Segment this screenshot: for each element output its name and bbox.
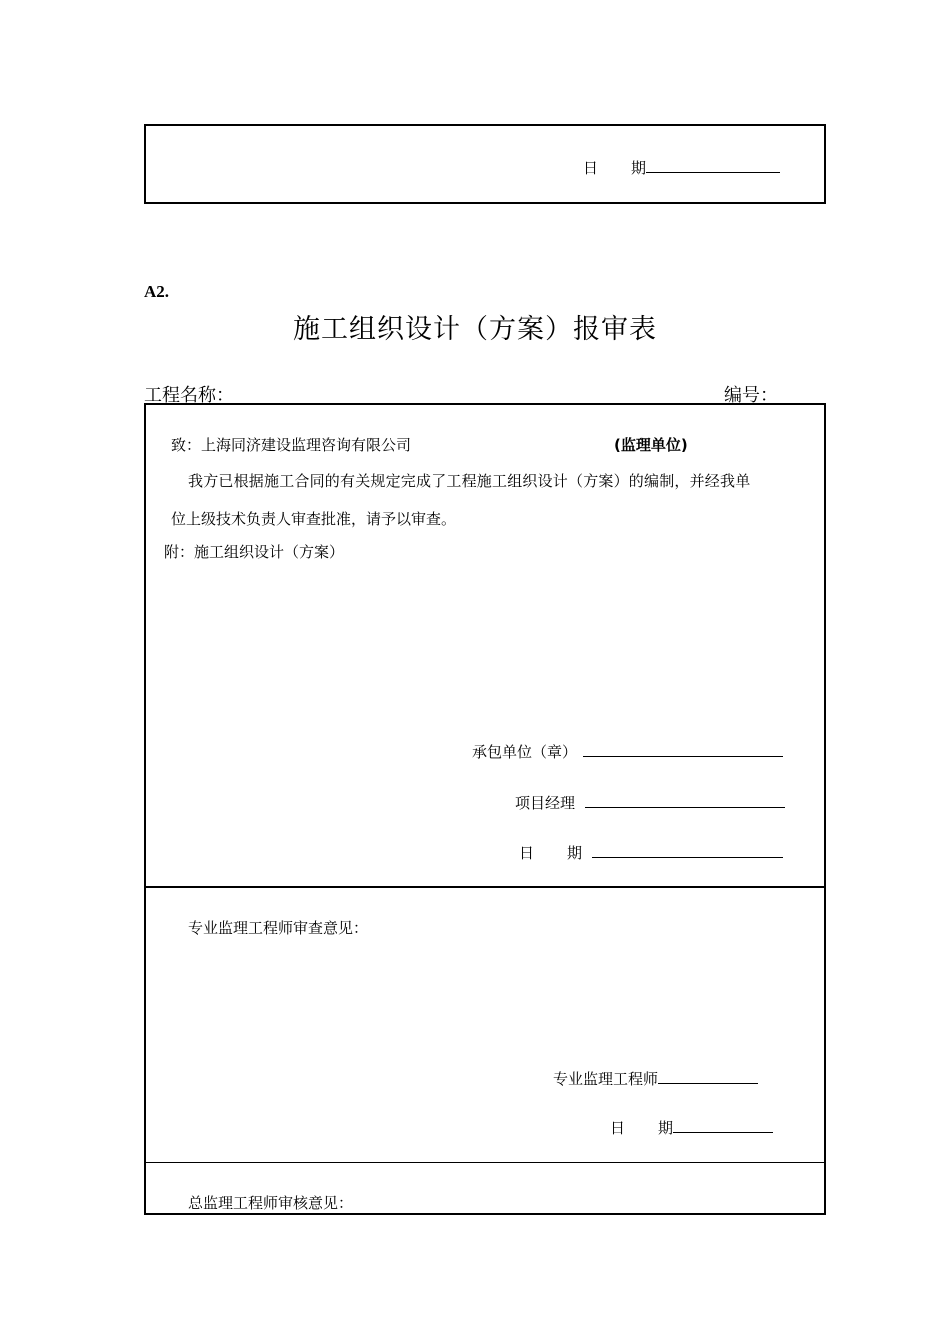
chief-opinion-label: 总监理工程师审核意见： xyxy=(188,1194,354,1212)
top-date-row xyxy=(583,158,780,177)
attachment-note: 附：施工组织设计（方案） xyxy=(164,543,345,561)
date-label-char2: 期 xyxy=(567,844,583,862)
project-name-label: 工程名称： xyxy=(144,385,234,406)
contractor-date-blank xyxy=(592,843,783,858)
date-label-char2: 期 xyxy=(658,1119,674,1137)
project-manager-label: 项目经理 xyxy=(515,794,576,812)
contractor-label: 承包单位（章） xyxy=(472,743,578,761)
form-code: A2. xyxy=(144,282,170,301)
to-label: 致： xyxy=(171,436,202,454)
contractor-row xyxy=(472,742,783,761)
project-manager-row xyxy=(515,793,785,812)
submission-body-line1: 我方已根据施工合同的有关规定完成了工程施工组织设计（方案）的编制，并经我单 xyxy=(188,472,751,490)
number-label: 编号： xyxy=(724,385,778,406)
specialist-engineer-row xyxy=(553,1069,758,1088)
specialist-date-blank xyxy=(673,1118,773,1133)
submission-body-line2: 位上级技术负责人审查批准，请予以审查。 xyxy=(171,510,457,528)
section-divider-2 xyxy=(146,1162,824,1163)
contractor-date-row xyxy=(519,843,783,862)
specialist-engineer-blank xyxy=(658,1069,758,1084)
specialist-date-row xyxy=(610,1118,773,1137)
review-form-table xyxy=(144,403,826,1215)
supervision-unit-role: (监理单位) xyxy=(614,436,688,454)
project-manager-blank xyxy=(585,793,785,808)
supervision-company: 上海同济建设监理咨询有限公司 xyxy=(201,436,412,454)
date-label-char1: 日 xyxy=(583,159,599,177)
date-label-char2: 期 xyxy=(631,159,647,177)
date-blank xyxy=(646,158,780,173)
date-label-char1: 日 xyxy=(519,844,535,862)
date-label-char1: 日 xyxy=(610,1119,626,1137)
specialist-opinion-label: 专业监理工程师审查意见： xyxy=(188,919,369,937)
contractor-blank xyxy=(583,742,783,757)
form-title: 施工组织设计（方案）报审表 xyxy=(293,314,657,345)
addressee-line xyxy=(171,436,411,454)
section-divider-1 xyxy=(146,886,824,888)
specialist-engineer-label: 专业监理工程师 xyxy=(553,1070,659,1088)
top-signature-box xyxy=(144,124,826,204)
